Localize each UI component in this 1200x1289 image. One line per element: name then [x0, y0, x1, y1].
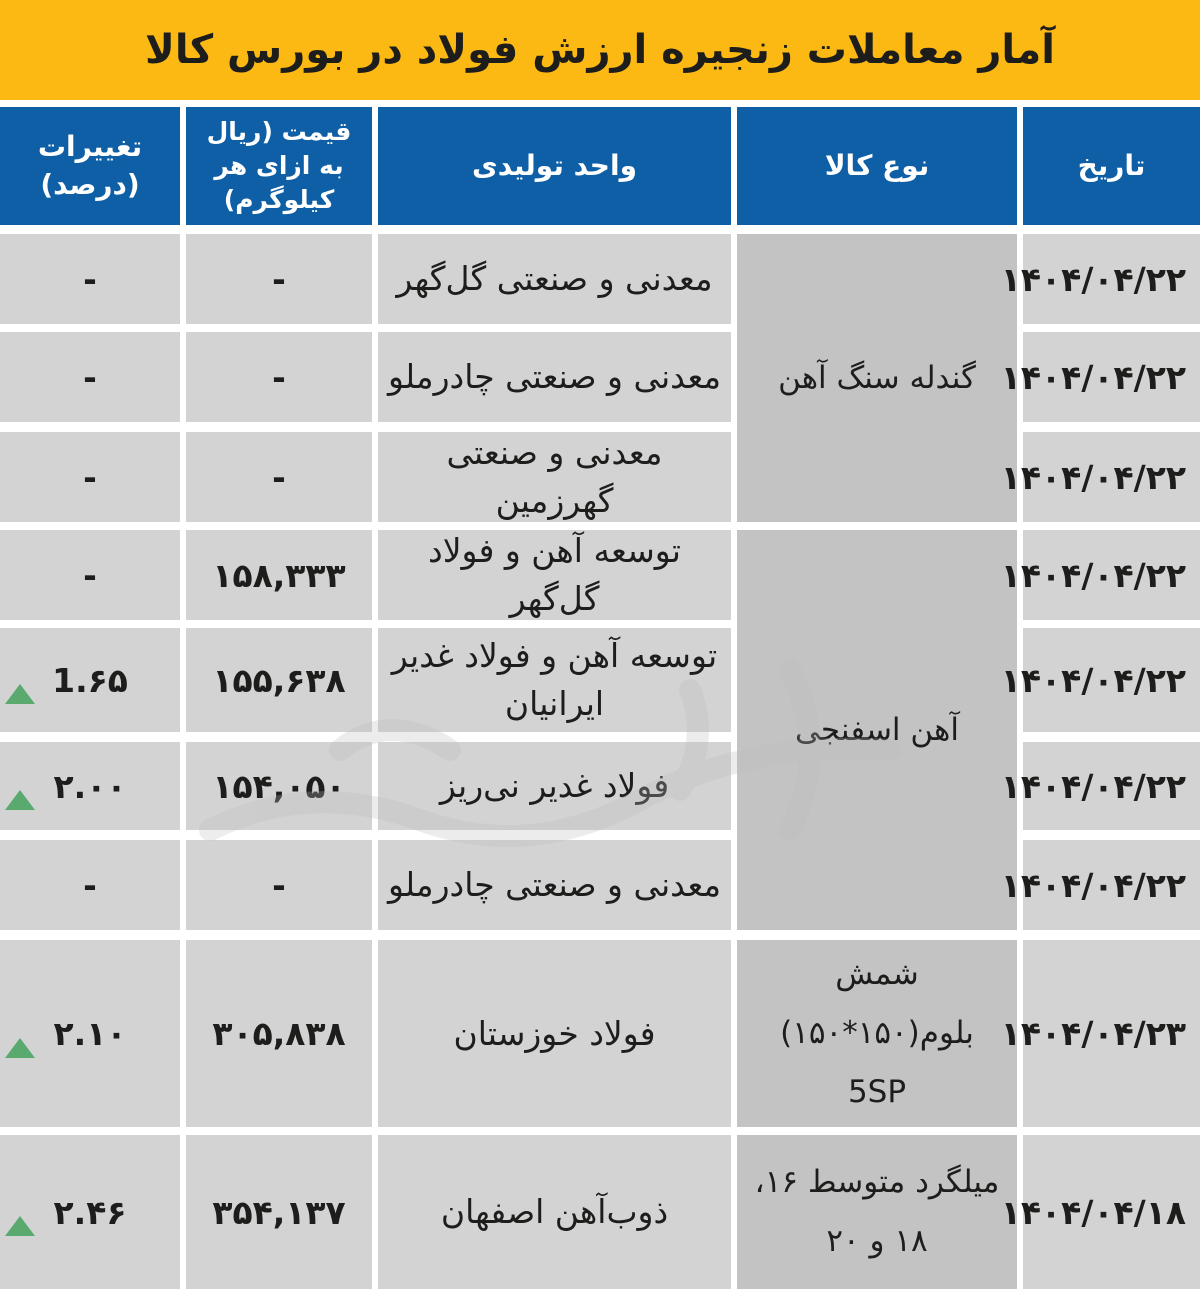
- commodity-group-sponge-iron: [737, 530, 1017, 930]
- change-cell: [0, 332, 180, 422]
- change-cell: [0, 940, 180, 1127]
- change-cell: [0, 1135, 180, 1289]
- price-cell: [186, 940, 372, 1127]
- price-cell: [186, 332, 372, 422]
- price-cell-text: ۱۵۵,۶۳۸: [212, 660, 346, 700]
- producer-cell: [378, 1135, 731, 1289]
- commodity-group-rebar: [737, 1135, 1017, 1289]
- producer-cell-text: توسعه آهن و فولاد غدیر ایرانیان: [391, 636, 718, 723]
- commodity-group-bloom-label: شمش بلوم(۱۵۰*۱۵۰) 5SP: [780, 956, 974, 1110]
- header-date-label: تاریخ: [1077, 149, 1146, 183]
- commodity-group-pellet: [737, 234, 1017, 522]
- date-cell-text: ۱۴۰۴/۰۴/۱۸: [1000, 1192, 1186, 1232]
- date-cell: [1000, 332, 1200, 422]
- change-cell-text: ۲.۰۰: [53, 766, 127, 806]
- date-cell: [1000, 628, 1200, 732]
- change-cell-text: -: [83, 259, 97, 299]
- price-cell: [186, 432, 372, 522]
- date-cell-text: ۱۴۰۴/۰۴/۲۲: [1000, 865, 1186, 905]
- price-cell: [186, 530, 372, 620]
- date-cell: [1000, 1135, 1200, 1289]
- price-cell-text: -: [272, 357, 286, 397]
- commodity-group-sponge-iron-label: آهن اسفنجی: [795, 711, 959, 748]
- change-cell: [0, 432, 180, 522]
- change-cell-text: -: [83, 555, 97, 595]
- producer-cell-text: معدنی و صنعتی گل‌گهر: [396, 259, 713, 299]
- price-cell-text: -: [272, 259, 286, 299]
- commodity-group-pellet-label: گندله سنگ آهن: [778, 359, 976, 396]
- producer-cell: [378, 234, 731, 324]
- producer-cell-text: فولاد غدیر نی‌ریز: [439, 766, 670, 806]
- date-cell-text: ۱۴۰۴/۰۴/۲۲: [1000, 457, 1186, 497]
- date-cell: [1000, 530, 1200, 620]
- price-cell: [186, 742, 372, 830]
- date-cell: [1000, 742, 1200, 830]
- date-cell-text: ۱۴۰۴/۰۴/۲۲: [1000, 555, 1186, 595]
- price-cell-text: ۱۵۸,۳۳۳: [212, 555, 346, 595]
- commodity-group-bloom: [737, 940, 1017, 1127]
- price-cell: [186, 628, 372, 732]
- price-cell-text: ۳۰۵,۸۳۸: [212, 1014, 346, 1053]
- change-cell-text: 1.۶۵: [52, 660, 128, 700]
- date-cell: [1000, 234, 1200, 324]
- producer-cell: [378, 432, 731, 522]
- price-cell: [186, 840, 372, 930]
- producer-cell: [378, 628, 731, 732]
- commodity-group-rebar-label: میلگرد متوسط ۱۶، ۱۸ و ۲۰: [754, 1164, 1000, 1259]
- change-cell-text: -: [83, 457, 97, 497]
- producer-cell-text: معدنی و صنعتی گهرزمین: [446, 433, 663, 520]
- producer-cell-text: معدنی و صنعتی چادرملو: [387, 865, 722, 905]
- header-commodity: [737, 107, 1017, 225]
- date-cell-text: ۱۴۰۴/۰۴/۲۲: [1000, 660, 1186, 700]
- producer-cell: [378, 742, 731, 830]
- date-cell: [1000, 840, 1200, 930]
- change-cell: [0, 530, 180, 620]
- date-cell-text: ۱۴۰۴/۰۴/۲۲: [1000, 766, 1186, 806]
- header-producer: [378, 107, 731, 225]
- change-cell: [0, 840, 180, 930]
- price-cell: [186, 234, 372, 324]
- price-cell: [186, 1135, 372, 1289]
- producer-cell-text: معدنی و صنعتی چادرملو: [387, 357, 722, 397]
- title-banner: [0, 0, 1200, 100]
- producer-cell: [378, 530, 731, 620]
- change-cell-text: ۲.۱۰: [53, 1014, 127, 1053]
- date-cell-text: ۱۴۰۴/۰۴/۲۲: [1000, 357, 1186, 397]
- price-cell-text: -: [272, 865, 286, 905]
- date-cell-text: ۱۴۰۴/۰۴/۲۲: [1000, 259, 1186, 299]
- header-commodity-label: نوع کالا: [824, 149, 930, 183]
- change-cell-text: -: [83, 865, 97, 905]
- producer-cell: [378, 840, 731, 930]
- price-cell-text: ۳۵۴,۱۳۷: [212, 1192, 346, 1232]
- triangle-up-icon: [5, 684, 35, 704]
- price-cell-text: -: [272, 457, 286, 497]
- change-cell: [0, 742, 180, 830]
- header-price: [186, 107, 372, 225]
- header-change: [0, 107, 180, 225]
- change-cell: [0, 234, 180, 324]
- date-cell: [1000, 432, 1200, 522]
- header-change-label: تغییرات (درصد): [37, 130, 143, 201]
- change-cell: [0, 628, 180, 732]
- producer-cell: [378, 332, 731, 422]
- header-producer-label: واحد تولیدی: [472, 149, 637, 183]
- triangle-up-icon: [5, 1038, 35, 1058]
- producer-cell: [378, 940, 731, 1127]
- producer-cell-text: فولاد خوزستان: [453, 1013, 656, 1053]
- triangle-up-icon: [5, 1216, 35, 1236]
- date-cell: [1000, 940, 1200, 1127]
- change-cell-text: ۲.۴۶: [53, 1192, 127, 1232]
- page-title: آمار معاملات زنجیره ارزش فولاد در بورس کالا: [145, 27, 1055, 73]
- header-date: [1023, 107, 1200, 225]
- triangle-up-icon: [5, 790, 35, 810]
- change-cell-text: -: [83, 357, 97, 397]
- producer-cell-text: توسعه آهن و فولاد گل‌گهر: [428, 531, 681, 618]
- producer-cell-text: ذوب‌آهن اصفهان: [440, 1192, 669, 1232]
- date-cell-text: ۱۴۰۴/۰۴/۲۳: [1000, 1014, 1186, 1053]
- header-price-label: قیمت (ریال به ازای هر کیلوگرم): [206, 117, 352, 214]
- price-cell-text: ۱۵۴,۰۵۰: [212, 766, 346, 806]
